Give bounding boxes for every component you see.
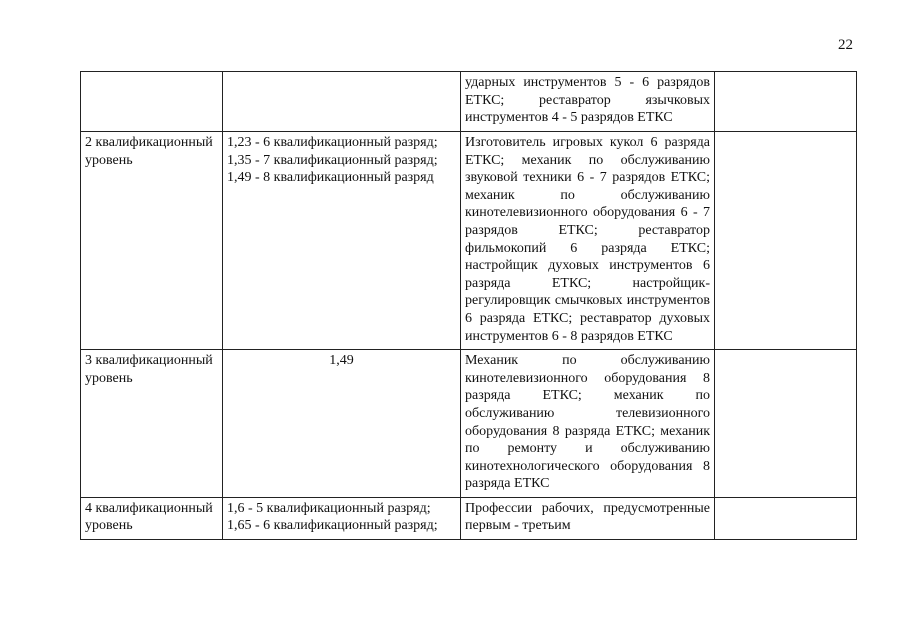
notes-cell [715,497,857,539]
coefficient-line: 1,23 - 6 квалификационный разряд; [227,135,438,150]
coefficient-cell [223,132,461,350]
qualification-table [80,71,857,540]
coefficient-cell [223,72,461,132]
coefficient-line: 1,6 - 5 квалификационный разряд; [227,500,431,516]
table-row [81,350,857,498]
page-number: 22 [838,37,853,53]
coefficient-line: 1,49 - 8 квалификационный разряд [227,170,434,186]
coefficient-cell [223,497,461,539]
coefficient-line: 1,65 - 6 квалификационный разряд; [227,518,438,534]
notes-cell [715,132,857,350]
level-cell [81,72,223,132]
coefficient-line: 1,49 [329,353,354,369]
professions-cell: Изготовитель игровых кукол 6 разряда ЕТКС; механик по обслуживанию звуковой техники 6 - 7 разрядов ЕТКС; механик по обслуживанию кинотелевизионного оборудования 6 - 7 разрядов ЕТКС; реставратор фильмокопий 6 разряда ЕТКС; настройщик духовых инструментов 6 разряда ЕТКС; настройщик-регулировщик смычковых инструментов 6 разряда ЕТКС; реставратор духовых инструментов 6 - 8 разрядов ЕТКС [461,132,715,350]
professions-cell: ударных инструментов 5 - 6 разрядов ЕТКС; реставратор язычковых инструментов 4 - 5 разрядов ЕТКС [461,72,715,132]
table-row [81,132,857,350]
coefficient-line: 1,35 - 7 квалификационный разряд; [227,152,438,168]
professions-cell: Механик по обслуживанию кинотелевизионного оборудования 8 разряда ЕТКС; механик по обслуживанию телевизионного оборудования 8 разряда ЕТКС; механик по ремонту и обслуживанию кинотехнологического оборудования 8 разряда ЕТКС [461,350,715,498]
level-cell: 3 квалификационный уровень [81,350,223,498]
table-row [81,497,857,539]
coefficient-cell [223,350,461,498]
level-cell: 4 квалификационный уровень [81,497,223,539]
professions-cell: Профессии рабочих, предусмотренные первым - третьим [461,497,715,539]
notes-cell [715,350,857,498]
notes-cell [715,72,857,132]
table-row [81,72,857,132]
level-cell: 2 квалификационный уровень [81,132,223,350]
